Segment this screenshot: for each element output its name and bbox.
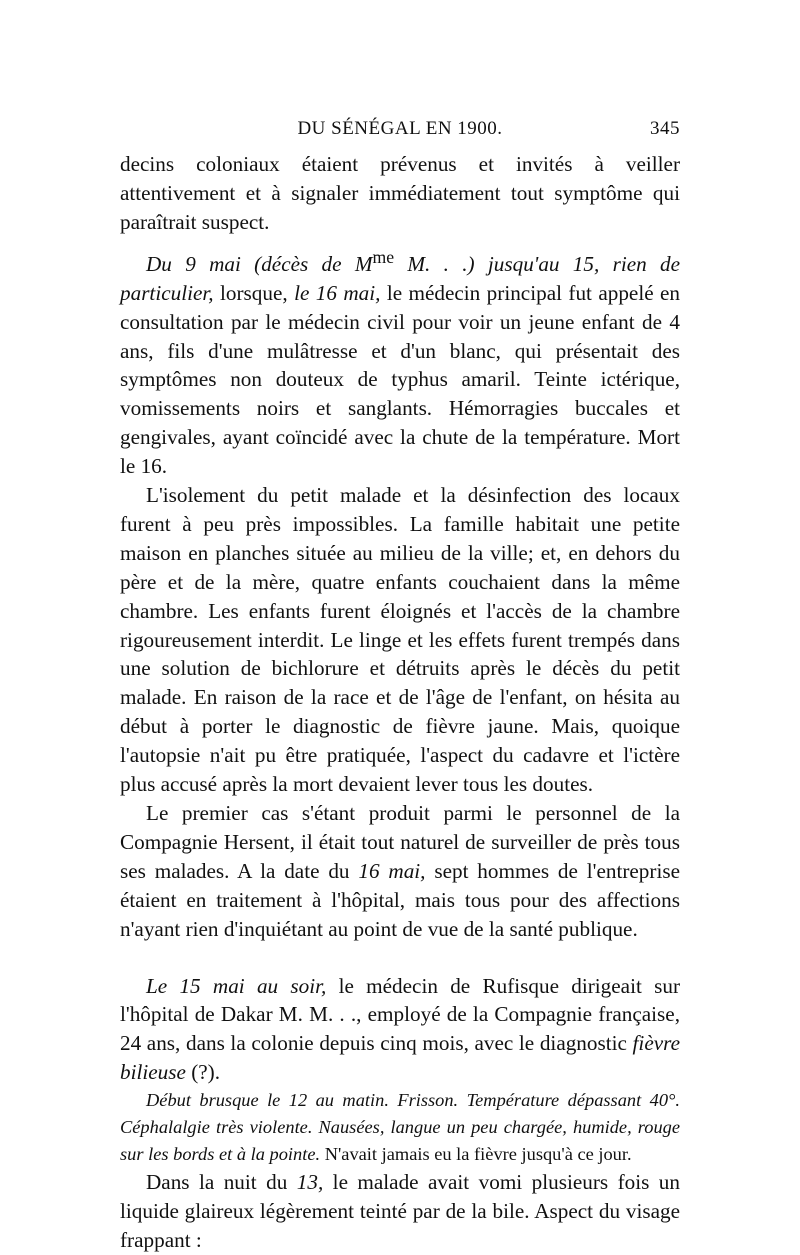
paragraph-text: le malade avait vomi plusieurs fois un liquide glaireux légèrement teinté par de la bile. Aspect du visage frappant : [120,1170,680,1252]
paragraph-text: N'avait jamais eu la fièvre jusqu'à ce jour. [320,1144,632,1165]
observation-note [120,1087,680,1168]
italic-diagnosis: fièvre bilieuse [120,1031,680,1085]
paragraph-first-case [120,799,680,944]
book-page [120,118,680,1255]
body-text [120,150,680,1255]
paragraph-night-13 [120,1168,680,1255]
paragraph-text: le médecin de Rufisque dirigeait sur l'hôpital de Dakar M. M. . ., employé de la Compagnie française, 24 ans, dans la colonie depuis cinq mois, avec le diagnostic [120,973,680,1056]
paragraph-may-9 [120,243,680,481]
italic-observation: Début brusque le 12 au matin. Frisson. Température dépassant 40°. Céphalalgie très violente. Nausées, langue un peu chargée, humide, rouge sur les bords et à la pointe. [120,1090,680,1165]
paragraph-text: Dans la nuit du [146,1170,297,1195]
italic-date-range-end: M. . .) jusqu'au 15, rien de particulier, [120,251,681,305]
superscript-me: me [372,246,395,267]
italic-date-range: Du 9 mai (décès de M [146,251,373,276]
paragraph-text: decins coloniaux étaient prévenus et invités à veiller attentivement et à signaler immédiatement tout symptôme qui paraîtrait suspect. [120,152,680,234]
paragraph-isolation [120,481,680,799]
paragraph-text: le médecin principal fut appelé en consultation par le médecin civil pour voir un jeune enfant de 4 ans, fils d'une mulâtresse et d'un blanc, qui présentait des symptômes non douteux de typhus amaril. Teinte ictérique, vomissements noirs et sanglants. Hémorragies buccales et gengivales, ayant coïncidé avec la chute de la température. Mort le 16. [120,280,681,479]
running-title: DU SÉNÉGAL EN 1900. [297,118,503,139]
running-head [120,118,680,150]
paragraph-text: (?). [185,1060,221,1085]
paragraph-text: L'isolement du petit malade et la désinfection des locaux furent à peu près impossibles. La famille habitait une petite maison en planches située au milieu de la ville; et, en dehors du père et de la mère, quatre enfants couchaient dans la même chambre. Les enfants furent éloignés et l'accès de la chambre rigoureusement interdit. Le linge et les effets furent trempés dans une solution de bichlorure et détruits après le décès du petit malade. En raison de la race et de l'âge de l'enfant, on hésita au début à porter le diagnostic de fièvre jaune. Mais, quoique l'autopsie n'ait pu être pratiquée, l'aspect du cadavre et l'ictère plus accusé après la mort devaient lever tous les doutes. [120,483,680,797]
paragraph-text: Le premier cas s'étant produit parmi le personnel de la Compagnie Hersent, il était tout naturel de surveiller de près tous ses malades. A la date du [120,801,680,883]
italic-date: 13, [296,1170,324,1195]
italic-date: Le 15 mai au soir, [146,973,327,998]
page-number: 345 [650,118,680,139]
italic-date: le 16 mai, [294,280,381,305]
paragraph-continued [120,150,680,237]
italic-date: 16 mai, [358,858,426,883]
paragraph-may-15 [120,972,680,1088]
paragraph-text: sept hommes de l'entreprise étaient en traitement à l'hôpital, mais tous pour des affections n'ayant rien d'inquiétant au point de vue de la santé publique. [120,858,680,941]
paragraph-text: lorsque, [213,280,295,305]
